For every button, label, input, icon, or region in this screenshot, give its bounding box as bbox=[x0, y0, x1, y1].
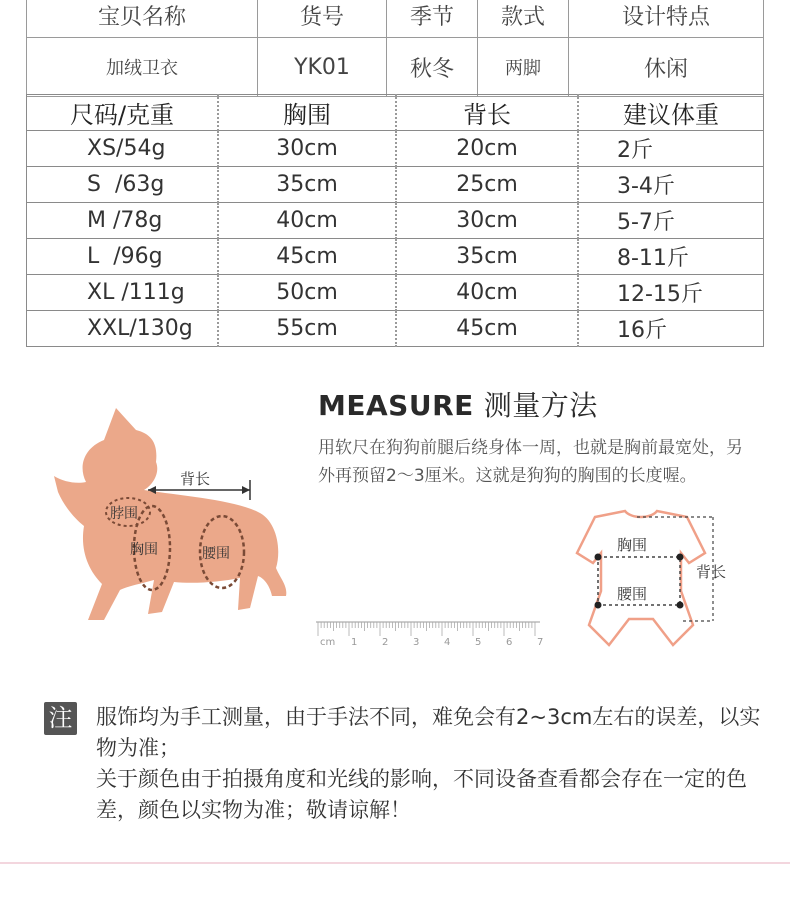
note-line-1: 服饰均为手工测量，由于手法不同，难免会有2~3cm左右的误差，以实物为准； bbox=[96, 705, 761, 760]
value-season: 秋冬 bbox=[387, 38, 478, 97]
note-line-2: 关于颜色由于拍摄角度和光线的影响，不同设备查看都会存在一定的色差，颜色以实物为准；敬请谅解！ bbox=[96, 767, 747, 822]
header-back-length: 背长 bbox=[396, 95, 578, 131]
note-text bbox=[96, 702, 766, 826]
size-row bbox=[27, 203, 764, 239]
measure-point bbox=[677, 602, 684, 609]
value-design: 休闲 bbox=[569, 38, 764, 97]
weight-cell: 12-15斤 bbox=[578, 275, 764, 311]
measure-point bbox=[595, 602, 602, 609]
ruler-number: 7 bbox=[537, 637, 544, 648]
arrow-head-right bbox=[242, 486, 250, 494]
ruler-numbers bbox=[351, 637, 543, 648]
dog-measure-illustration bbox=[44, 400, 294, 630]
header-product-name: 宝贝名称 bbox=[27, 0, 258, 38]
size-row bbox=[27, 131, 764, 167]
size-cell: L /96g bbox=[27, 239, 219, 275]
measure-point bbox=[677, 554, 684, 561]
back-length-cell: 20cm bbox=[396, 131, 578, 167]
measure-title-en: MEASURE bbox=[318, 389, 474, 422]
value-style: 两脚 bbox=[478, 38, 569, 97]
product-info-header-row bbox=[27, 0, 764, 38]
ruler-ticks bbox=[318, 622, 535, 636]
ruler-number: 3 bbox=[413, 637, 420, 648]
size-row bbox=[27, 167, 764, 203]
dog-silhouette bbox=[54, 408, 286, 620]
chest-cell: 45cm bbox=[218, 239, 396, 275]
value-product-name: 加绒卫衣 bbox=[27, 38, 258, 97]
measure-point bbox=[595, 554, 602, 561]
ruler-illustration bbox=[316, 620, 546, 650]
dog-label-neck: 脖围 bbox=[110, 506, 138, 522]
chest-cell: 50cm bbox=[218, 275, 396, 311]
back-length-cell: 40cm bbox=[396, 275, 578, 311]
back-length-cell: 25cm bbox=[396, 167, 578, 203]
size-cell: M /78g bbox=[27, 203, 219, 239]
back-length-cell: 45cm bbox=[396, 311, 578, 347]
garment-label-chest: 胸围 bbox=[617, 536, 648, 554]
dog-label-waist: 腰围 bbox=[202, 546, 230, 562]
size-cell: XS/54g bbox=[27, 131, 219, 167]
dog-label-chest: 胸围 bbox=[130, 542, 158, 558]
size-row bbox=[27, 311, 764, 347]
weight-cell: 16斤 bbox=[578, 311, 764, 347]
weight-cell: 8-11斤 bbox=[578, 239, 764, 275]
note-badge: 注 bbox=[44, 702, 77, 735]
header-season: 季节 bbox=[387, 0, 478, 38]
value-item-no: YK01 bbox=[258, 38, 387, 97]
product-info-value-row bbox=[27, 38, 764, 97]
header-item-no: 货号 bbox=[258, 0, 387, 38]
ruler-number: 6 bbox=[506, 637, 513, 648]
weight-cell: 2斤 bbox=[578, 131, 764, 167]
bottom-divider bbox=[0, 862, 790, 864]
ruler-number: 4 bbox=[444, 637, 451, 648]
header-chest: 胸围 bbox=[218, 95, 396, 131]
measure-title-cn: 测量方法 bbox=[483, 389, 598, 422]
ruler-unit: cm bbox=[320, 637, 336, 648]
garment-label-waist: 腰围 bbox=[617, 585, 648, 603]
dog-label-back: 背长 bbox=[180, 470, 211, 488]
garment-measure-diagram bbox=[565, 505, 745, 650]
size-cell: XL /111g bbox=[27, 275, 219, 311]
chest-cell: 30cm bbox=[218, 131, 396, 167]
size-row bbox=[27, 275, 764, 311]
weight-cell: 5-7斤 bbox=[578, 203, 764, 239]
header-design: 设计特点 bbox=[569, 0, 764, 38]
header-style: 款式 bbox=[478, 0, 569, 38]
chest-cell: 55cm bbox=[218, 311, 396, 347]
back-length-cell: 30cm bbox=[396, 203, 578, 239]
size-row bbox=[27, 239, 764, 275]
garment-outline bbox=[577, 511, 705, 645]
size-cell: XXL/130g bbox=[27, 311, 219, 347]
chest-cell: 40cm bbox=[218, 203, 396, 239]
back-length-cell: 35cm bbox=[396, 239, 578, 275]
size-cell: S /63g bbox=[27, 167, 219, 203]
size-chart-header-row bbox=[27, 95, 764, 131]
header-suggested-weight: 建议体重 bbox=[578, 95, 764, 131]
ruler-number: 5 bbox=[475, 637, 482, 648]
size-chart-table bbox=[26, 94, 764, 347]
measure-description: 用软尺在狗狗前腿后绕身体一周，也就是胸前最宽处，另外再预留2～3厘米。这就是狗狗的胸围的长度喔。 bbox=[318, 438, 743, 486]
weight-cell: 3-4斤 bbox=[578, 167, 764, 203]
product-info-table bbox=[26, 0, 764, 97]
header-size-weight: 尺码/克重 bbox=[27, 95, 219, 131]
ruler-number: 1 bbox=[351, 637, 358, 648]
garment-label-back: 背长 bbox=[696, 563, 727, 581]
chest-cell: 35cm bbox=[218, 167, 396, 203]
ruler-number: 2 bbox=[382, 637, 389, 648]
measure-title bbox=[318, 384, 598, 424]
